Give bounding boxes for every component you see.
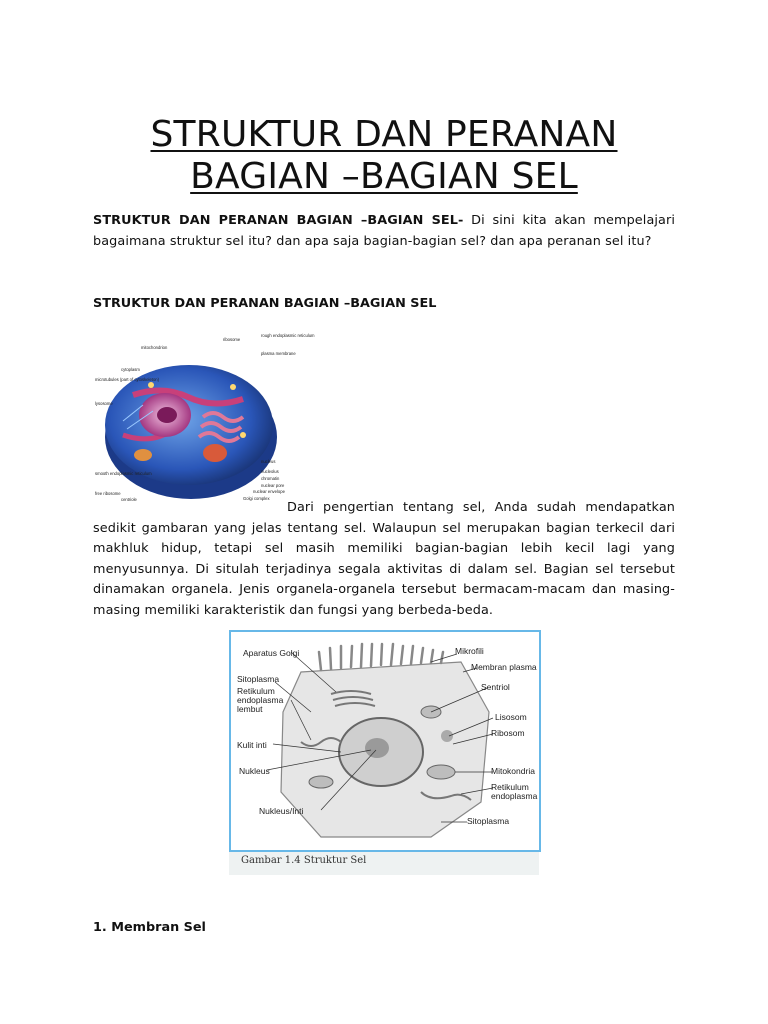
intro-lead: STRUKTUR DAN PERANAN BAGIAN –BAGIAN SEL- — [93, 213, 464, 228]
organela-text: Dari pengertian tentang sel, Anda sudah mendapatkan sedikit gambaran yang jelas tentang sel. Walaupun sel merupakan bagian terkecil dari makhluk hidup, tetapi sel masih memiliki bagian-bagian lebih kecil lagi yang menyusunnya. Di situlah terjadinya segala aktivitas di dalam sel. Bagian sel tersebut dinamakan organela. Jenis organela-organela tersebut bermacam-macam dan masing-masing memiliki karakteristik dan fungsi yang berbeda-beda. — [93, 500, 675, 618]
label-sentriol: Sentriol — [481, 682, 510, 692]
label-kulit-inti: Kulit inti — [237, 740, 267, 750]
label-nucleus: nucleus — [261, 459, 276, 464]
label-sitoplasma-right: Sitoplasma — [467, 816, 510, 826]
label-mikrofili: Mikrofili — [455, 646, 484, 656]
label-nucleolus: nucleolus — [261, 469, 279, 474]
cell-structure-diagram — [231, 632, 539, 850]
document-title: STRUKTUR DAN PERANAN BAGIAN –BAGIAN SEL — [150, 114, 618, 197]
subheading: STRUKTUR DAN PERANAN BAGIAN –BAGIAN SEL — [93, 296, 437, 311]
label-retikulum-right-1: Retikulum — [491, 782, 529, 792]
label-cytoplasm: cytoplasm — [121, 367, 140, 372]
label-lysosome: lysosome — [95, 401, 113, 406]
label-membran-plasma: Membran plasma — [471, 662, 537, 672]
label-retikulum-1: Retikulum — [237, 686, 275, 696]
label-plasma-membrane: plasma membrane — [261, 351, 296, 356]
label-retikulum-right-2: endoplasma — [491, 791, 538, 801]
cell-structure-figure — [229, 630, 539, 875]
intro-text: Di sini kita akan mempelajari bagaimana struktur sel itu? dan apa saja bagian-bagian sel? dan apa peranan sel itu? — [93, 213, 675, 249]
animal-cell-illustration — [93, 325, 315, 502]
label-sitoplasma-left: Sitoplasma — [237, 674, 280, 684]
label-nukleus: Nukleus — [239, 766, 270, 776]
label-smooth-er: smooth endoplasmic reticulum — [95, 471, 152, 476]
intro-paragraph — [93, 211, 675, 252]
label-golgi-complex: Golgi complex — [243, 496, 270, 501]
organela-paragraph — [93, 498, 675, 621]
label-nuclear-pore: nuclear pore — [261, 483, 285, 488]
label-rough-er: rough endoplasmic reticulum — [261, 333, 315, 338]
label-ribosome: ribosome — [223, 337, 241, 342]
figure-caption: Gambar 1.4 Struktur Sel — [241, 855, 367, 866]
label-aparatus-golgi: Aparatus Golgi — [243, 648, 300, 658]
label-ribosom: Ribosom — [491, 728, 525, 738]
label-nuclear-envelope: nuclear envelope — [253, 489, 285, 494]
label-retikulum-3: lembut — [237, 704, 263, 714]
figure-frame — [229, 630, 541, 852]
label-microtubules: microtubules (part of cytoskeleton) — [95, 377, 160, 382]
label-mitokondria: Mitokondria — [491, 766, 535, 776]
label-chromatin: chromatin — [261, 476, 280, 481]
label-nukleus-inti: Nukleus/Inti — [259, 806, 304, 816]
label-mitochondrion: mitochondrion — [141, 345, 168, 350]
label-retikulum-2: endoplasma — [237, 695, 284, 705]
label-free-ribosome: free ribosome — [95, 491, 121, 496]
label-centriole: centriole — [121, 497, 137, 502]
label-lisosom: Lisosom — [495, 712, 527, 722]
section-heading: 1. Membran Sel — [93, 920, 206, 935]
